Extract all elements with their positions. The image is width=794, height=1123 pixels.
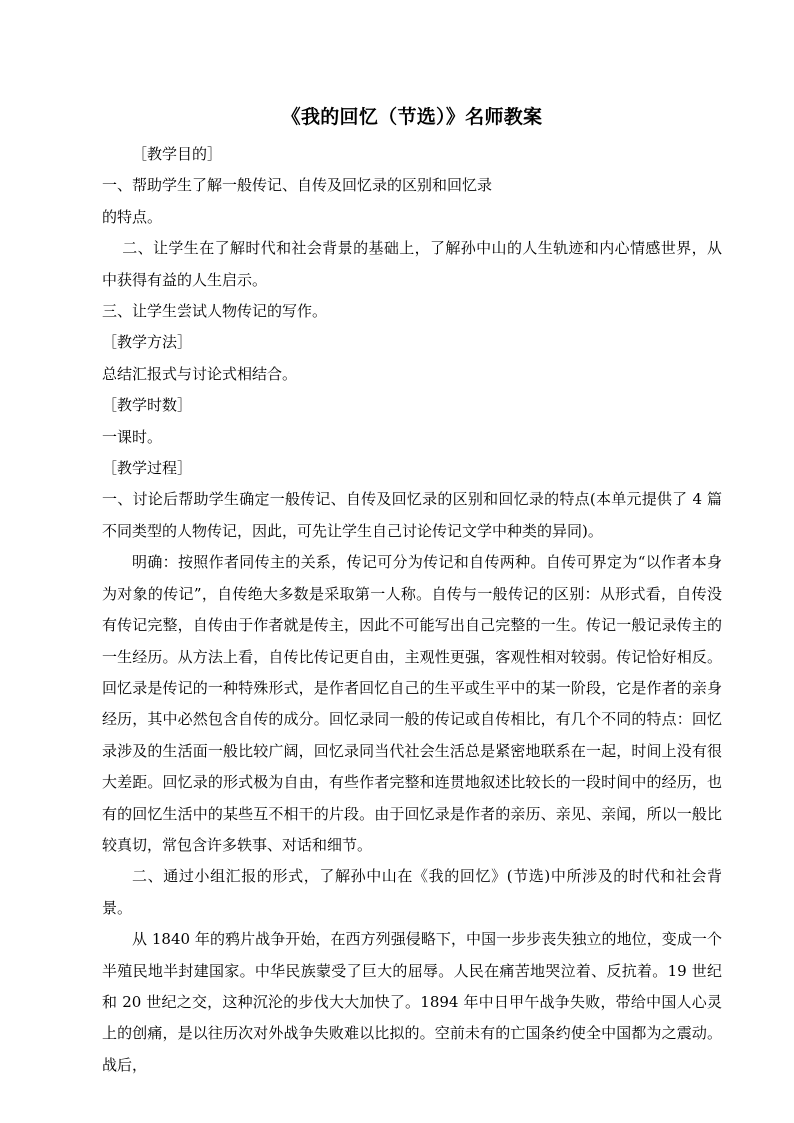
document-title: 《我的回忆（节选）》名师教案 (281, 106, 543, 128)
paragraph: ［教学时数］ (102, 396, 193, 415)
paragraph: 一、帮助学生了解一般传记、自传及回忆录的区别和回忆录 (102, 176, 493, 195)
paragraph: 从 1840 年的鸦片战争开始，在西方列强侵略下，中国一步步丧失独立的地位，变成一个半殖民地半封建国家。中华民族蒙受了巨大的屈辱。人民在痛苦地哭泣着、反抗着。19 世纪和 20 世纪之交，这种沉沦的步伐大大加快了。1894 年中日甲午战争失败，带给中国人心灵上的创痛，是以往历次对外战争失败难以比拟的。空前未有的亡国条约使全中国都为之震动。战后， (102, 930, 722, 1074)
paragraph: ［教学过程］ (102, 459, 193, 478)
paragraph: 的特点。 (102, 207, 163, 226)
paragraph: 二、让学生在了解时代和社会背景的基础上，了解孙中山的人生轨迹和内心情感世界，从中获得有益的人生启示。 (102, 239, 722, 289)
paragraph: 总结汇报式与讨论式相结合。 (102, 364, 298, 383)
paragraph: ［教学方法］ (102, 333, 193, 352)
paragraph: 明确：按照作者同传主的关系，传记可分为传记和自传两种。自传可界定为“以作者本身为对象的传记”，自传绝大多数是采取第一人称。自传与一般传记的区别：从形式看，自传没有传记完整，自传由于作者就是传主，因此不可能写出自己完整的一生。传记一般记录传主的一生经历。从方法上看，自传比传记更自由，主观性更强，客观性相对较弱。传记恰好相反。回忆录是传记的一种特殊形式，是作者回忆自己的生平或生平中的某一阶段，它是作者的亲身经历，其中必然包含自传的成分。回忆录同一般的传记或自传相比，有几个不同的特点：回忆录涉及的生活面一般比较广阔，回忆录同当代社会生活总是紧密地联系在一起，时间上没有很大差距。回忆录的形式极为自由，有些作者完整和连贯地叙述比较长的一段时间中的经历，也有的回忆生活中的某些互不相干的片段。由于回忆录是作者的亲历、亲见、亲闻，所以一般比较真切，常包含许多轶事、对话和细节。 (102, 553, 722, 854)
paragraph: ［教学目的］ (132, 145, 223, 163)
document-body (102, 139, 722, 1081)
document-page (102, 96, 722, 1081)
paragraph: 一课时。 (102, 427, 163, 446)
paragraph: 二、通过小组汇报的形式，了解孙中山在《我的回忆》(节选)中所涉及的时代和社会背景。 (102, 867, 722, 917)
paragraph: 一、讨论后帮助学生确定一般传记、自传及回忆录的区别和回忆录的特点(本单元提供了 4 篇不同类型的人物传记，因此，可先让学生自己讨论传记文学中种类的异同)。 (102, 490, 722, 540)
paragraph: 三、让学生尝试人物传记的写作。 (102, 302, 328, 321)
